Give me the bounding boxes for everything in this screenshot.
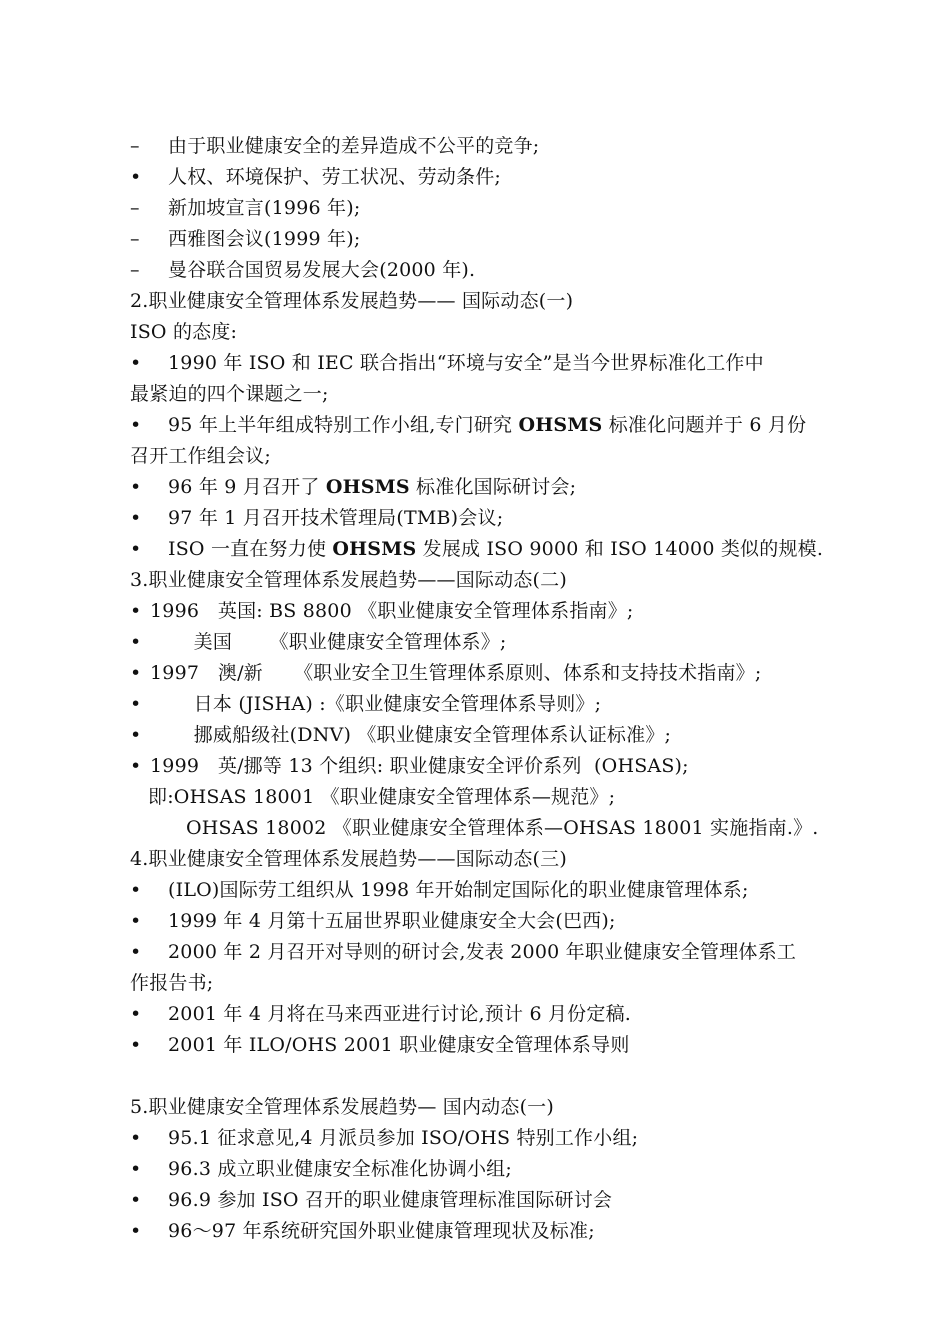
list-item [130, 1030, 860, 1061]
item-text: 2000 年 2 月召开对导则的研讨会,发表 2000 年职业健康安全管理体系工 [168, 941, 797, 963]
term-ohsms: OHSMS [332, 538, 417, 560]
item-text: 新加坡宣言(1996 年); [168, 197, 361, 219]
item-text: 1999 英/挪等 13 个组织: 职业健康安全评价系列 (OHSAS); [150, 755, 689, 777]
dash-bullet: – [130, 135, 140, 157]
list-item [130, 162, 860, 193]
dash-bullet: – [130, 228, 140, 250]
item-text: 96 年 9 月召开了 [168, 476, 326, 498]
dot-bullet: • [130, 1189, 142, 1211]
list-item [130, 596, 860, 627]
item-text: 标准化国际研讨会; [409, 476, 577, 498]
item-text: 2001 年 ILO/OHS 2001 职业健康安全管理体系导则 [168, 1034, 630, 1056]
list-item [130, 224, 860, 255]
list-item [130, 348, 860, 379]
paragraph-label: ISO 的态度: [130, 321, 238, 343]
item-text: 标准化问题并于 6 月份 [602, 414, 807, 436]
dot-bullet: • [130, 693, 142, 715]
dot-bullet: • [130, 414, 142, 436]
item-text: 2001 年 4 月将在马来西亚进行讨论,预计 6 月份定稿. [168, 1003, 632, 1025]
list-item [130, 1216, 860, 1247]
list-item [130, 751, 860, 782]
dot-bullet: • [130, 166, 142, 188]
section-heading: 2.职业健康安全管理体系发展趋势—— 国际动态(一) [130, 290, 574, 312]
list-item [130, 689, 860, 720]
list-item [130, 999, 860, 1030]
list-item-continuation: 召开工作组会议; [130, 445, 272, 467]
item-text: 日本 (JISHA) :《职业健康安全管理体系导则》; [150, 693, 602, 715]
standard-line: 即:OHSAS 18001 《职业健康安全管理体系—规范》; [148, 786, 616, 808]
item-text: 95 年上半年组成特别工作小组,专门研究 [168, 414, 519, 436]
item-text: 美国 《职业健康安全管理体系》; [150, 631, 507, 653]
section-heading: 3.职业健康安全管理体系发展趋势——国际动态(二) [130, 569, 567, 591]
list-item [130, 906, 860, 937]
dot-bullet: • [130, 507, 142, 529]
section-heading: 4.职业健康安全管理体系发展趋势——国际动态(三) [130, 848, 567, 870]
list-item [130, 410, 860, 441]
item-text: 曼谷联合国贸易发展大会(2000 年). [168, 259, 476, 281]
standard-line: OHSAS 18002 《职业健康安全管理体系—OHSAS 18001 实施指南.》. [186, 817, 819, 839]
list-item [130, 255, 860, 286]
list-item [130, 193, 860, 224]
dot-bullet: • [130, 600, 142, 622]
dot-bullet: • [130, 1158, 142, 1180]
section-heading: 5.职业健康安全管理体系发展趋势— 国内动态(一) [130, 1096, 554, 1118]
list-item-continuation: 最紧迫的四个课题之一; [130, 383, 329, 405]
list-item [130, 720, 860, 751]
item-text: 96～97 年系统研究国外职业健康管理现状及标准; [168, 1220, 595, 1242]
item-text: 挪威船级社(DNV) 《职业健康安全管理体系认证标准》; [150, 724, 672, 746]
item-text: 1996 英国: BS 8800 《职业健康安全管理体系指南》; [150, 600, 634, 622]
item-text: 西雅图会议(1999 年); [168, 228, 361, 250]
dot-bullet: • [130, 538, 142, 560]
dot-bullet: • [130, 662, 142, 684]
term-ohsms: OHSMS [325, 476, 410, 498]
list-item [130, 1123, 860, 1154]
item-text: 发展成 ISO 9000 和 ISO 14000 类似的规模. [416, 538, 824, 560]
item-text: 由于职业健康安全的差异造成不公平的竞争; [168, 135, 540, 157]
list-item-continuation: 作报告书; [130, 972, 214, 994]
term-ohsms: OHSMS [518, 414, 603, 436]
list-item [130, 131, 860, 162]
list-item [130, 875, 860, 906]
item-text: 人权、环境保护、劳工状况、劳动条件; [168, 166, 502, 188]
dot-bullet: • [130, 941, 142, 963]
dash-bullet: – [130, 259, 140, 281]
list-item [130, 1185, 860, 1216]
item-text: 97 年 1 月召开技术管理局(TMB)会议; [168, 507, 504, 529]
item-text: 1990 年 ISO 和 IEC 联合指出“环境与安全”是当今世界标准化工作中 [168, 352, 764, 374]
dash-bullet: – [130, 197, 140, 219]
dot-bullet: • [130, 631, 142, 653]
item-text: ISO 一直在努力使 [168, 538, 333, 560]
item-text: 96.9 参加 ISO 召开的职业健康管理标准国际研讨会 [168, 1189, 613, 1211]
list-item [130, 627, 860, 658]
dot-bullet: • [130, 1127, 142, 1149]
item-text: 1997 澳/新 《职业安全卫生管理体系原则、体系和支持技术指南》; [150, 662, 762, 684]
dot-bullet: • [130, 755, 142, 777]
dot-bullet: • [130, 910, 142, 932]
dot-bullet: • [130, 879, 142, 901]
dot-bullet: • [130, 352, 142, 374]
list-item [130, 937, 860, 968]
dot-bullet: • [130, 1034, 142, 1056]
list-item [130, 534, 860, 565]
list-item [130, 503, 860, 534]
dot-bullet: • [130, 476, 142, 498]
item-text: (ILO)国际劳工组织从 1998 年开始制定国际化的职业健康管理体系; [168, 879, 749, 901]
dot-bullet: • [130, 724, 142, 746]
list-item [130, 658, 860, 689]
item-text: 95.1 征求意见,4 月派员参加 ISO/OHS 特别工作小组; [168, 1127, 639, 1149]
list-item [130, 1154, 860, 1185]
list-item [130, 472, 860, 503]
dot-bullet: • [130, 1220, 142, 1242]
item-text: 96.3 成立职业健康安全标准化协调小组; [168, 1158, 512, 1180]
item-text: 1999 年 4 月第十五届世界职业健康安全大会(巴西); [168, 910, 616, 932]
dot-bullet: • [130, 1003, 142, 1025]
